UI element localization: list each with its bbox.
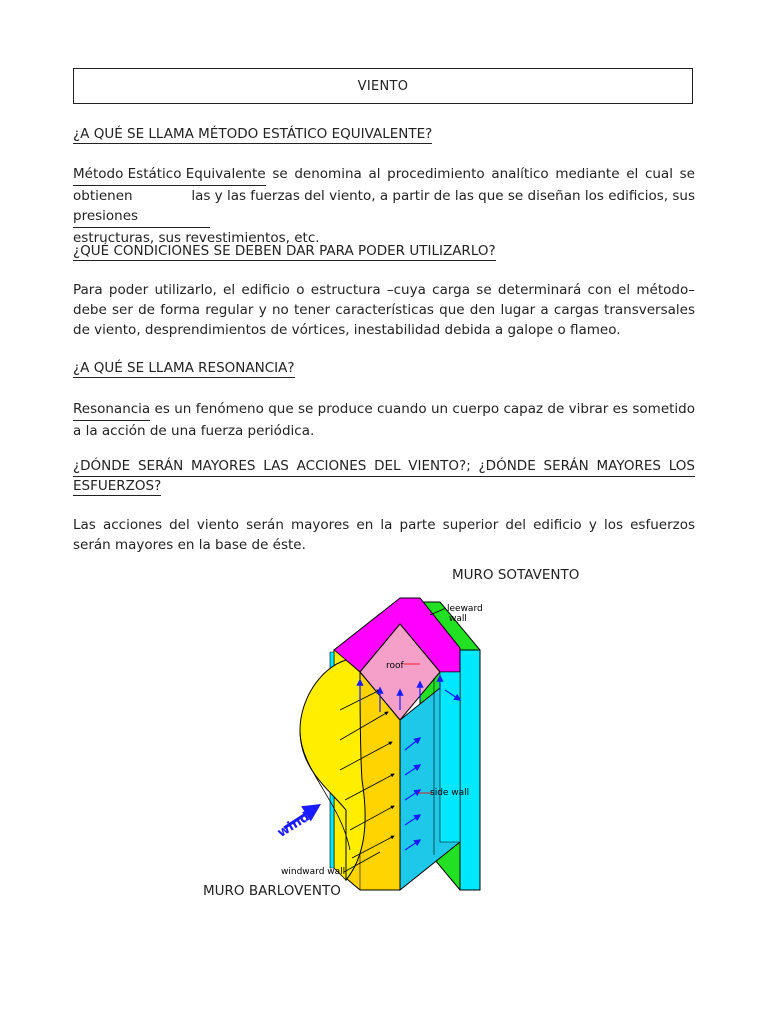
title-text: VIENTO: [357, 78, 409, 94]
label-leeward-line2: wall: [449, 614, 467, 624]
paragraph-1: Método Estático Equivalente se denomina al procedimiento analítico mediante el cual se obtienen las presiones y las fuerzas del viento, a partir de las que se diseñan los edificios, sus estructuras, sus revestimientos, etc.: [73, 166, 695, 246]
question-3: ¿A QUÉ SE LLAMA RESONANCIA?: [73, 360, 295, 376]
label-wind: wind: [274, 809, 313, 841]
question-2: ¿QUÉ CONDICIONES SE DEBEN DAR PARA PODER UTILIZARLO?: [73, 243, 496, 259]
paragraph-3: Resonancia es un fenómeno que se produce cuando un cuerpo capaz de vibrar es sometido a la acción de una fuerza periódica.: [73, 401, 695, 439]
label-leeward-line1: leeward: [447, 604, 483, 614]
label-roof: roof: [386, 661, 404, 671]
label-muro-barlovento: MURO BARLOVENTO: [203, 883, 341, 899]
term-metodo: Método Estático Equivalente: [73, 164, 266, 186]
paragraph-2: Para poder utilizarlo, el edificio o estructura –cuya carga se determinará con el método– debe ser de forma regular y no tener características que den lugar a cargas transversales de viento, desprendimientos de vórtices, inestabilidad debida a galope o flameo.: [73, 282, 695, 338]
question-4: ¿DÓNDE SERÁN MAYORES LAS ACCIONES DEL VIENTO?; ¿DÓNDE SERÁN MAYORES LOS ESFUERZOS?: [73, 458, 695, 494]
label-muro-sotavento: MURO SOTAVENTO: [452, 567, 580, 583]
paragraph-4: Las acciones del viento serán mayores en la parte superior del edificio y los esfuerzos serán mayores en la base de éste.: [73, 517, 695, 553]
question-1: ¿A QUÉ SE LLAMA MÉTODO ESTÁTICO EQUIVALENTE?: [73, 126, 433, 142]
label-side-wall: side wall: [430, 788, 470, 798]
term-resonancia: Resonancia: [73, 399, 150, 421]
label-windward-wall: windward wall: [281, 867, 346, 877]
